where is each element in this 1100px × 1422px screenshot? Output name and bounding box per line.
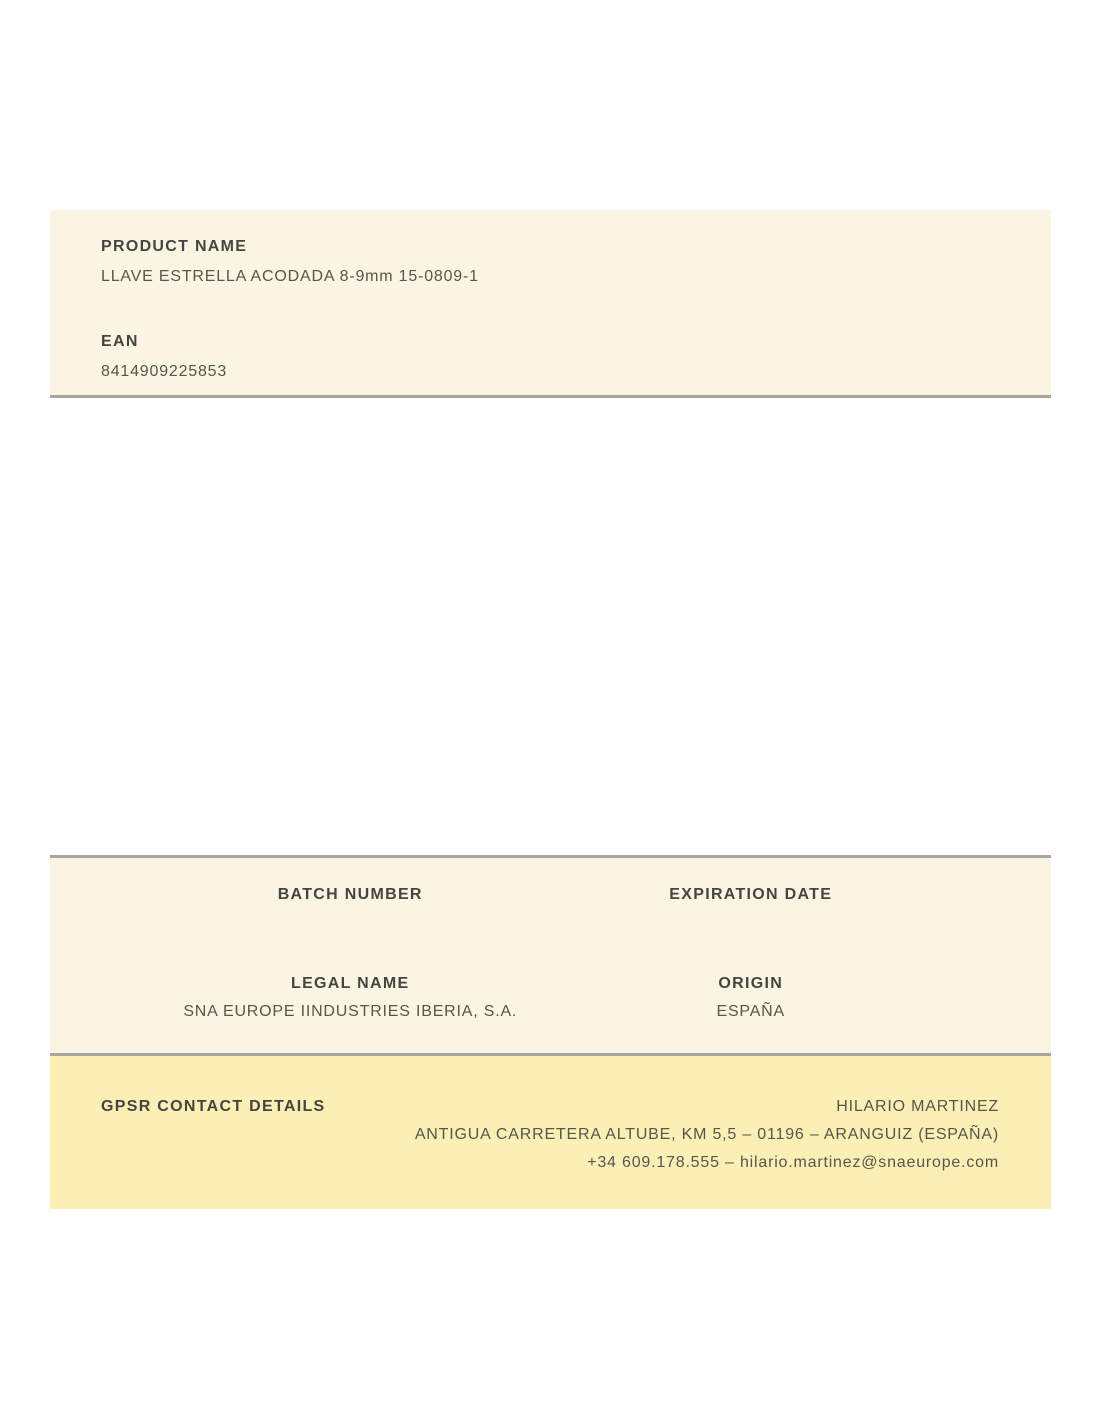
details-right-column: [551, 858, 952, 1053]
ean-label: EAN: [101, 333, 139, 350]
gpsr-contact-info: [415, 1093, 999, 1177]
expiration-date-value: [551, 905, 952, 925]
legal-name-label: LEGAL NAME: [291, 975, 410, 992]
origin-label: ORIGIN: [718, 975, 784, 992]
contact-address: ANTIGUA CARRETERA ALTUBE, KM 5,5 – 01196 – ARANGUIZ (ESPAÑA): [414, 1126, 999, 1143]
product-name-field: [101, 237, 1001, 287]
batch-details-panel: [50, 855, 1051, 1056]
contact-phone-email: +34 609.178.555 – hilario.martinez@snaeurope.com: [587, 1154, 999, 1171]
batch-number-value: [150, 905, 551, 925]
gpsr-contact-details-label: GPSR CONTACT DETAILS: [101, 1098, 326, 1115]
origin-value: ESPAÑA: [716, 1003, 786, 1020]
product-name-value: LLAVE ESTRELLA ACODADA 8-9mm 15-0809-1: [101, 268, 479, 285]
expiration-date-label: EXPIRATION DATE: [669, 886, 833, 903]
contact-name: HILARIO MARTINEZ: [836, 1098, 999, 1115]
gpsr-contact-panel: [50, 1056, 1051, 1209]
ean-field: [101, 332, 1001, 382]
batch-number-label: BATCH NUMBER: [277, 886, 423, 903]
details-left-column: [150, 858, 551, 1053]
product-name-label: PRODUCT NAME: [101, 238, 248, 255]
product-info-panel: [50, 210, 1051, 398]
ean-value: 8414909225853: [101, 363, 228, 380]
legal-name-value: SNA EUROPE IINDUSTRIES IBERIA, S.A.: [183, 1003, 518, 1020]
